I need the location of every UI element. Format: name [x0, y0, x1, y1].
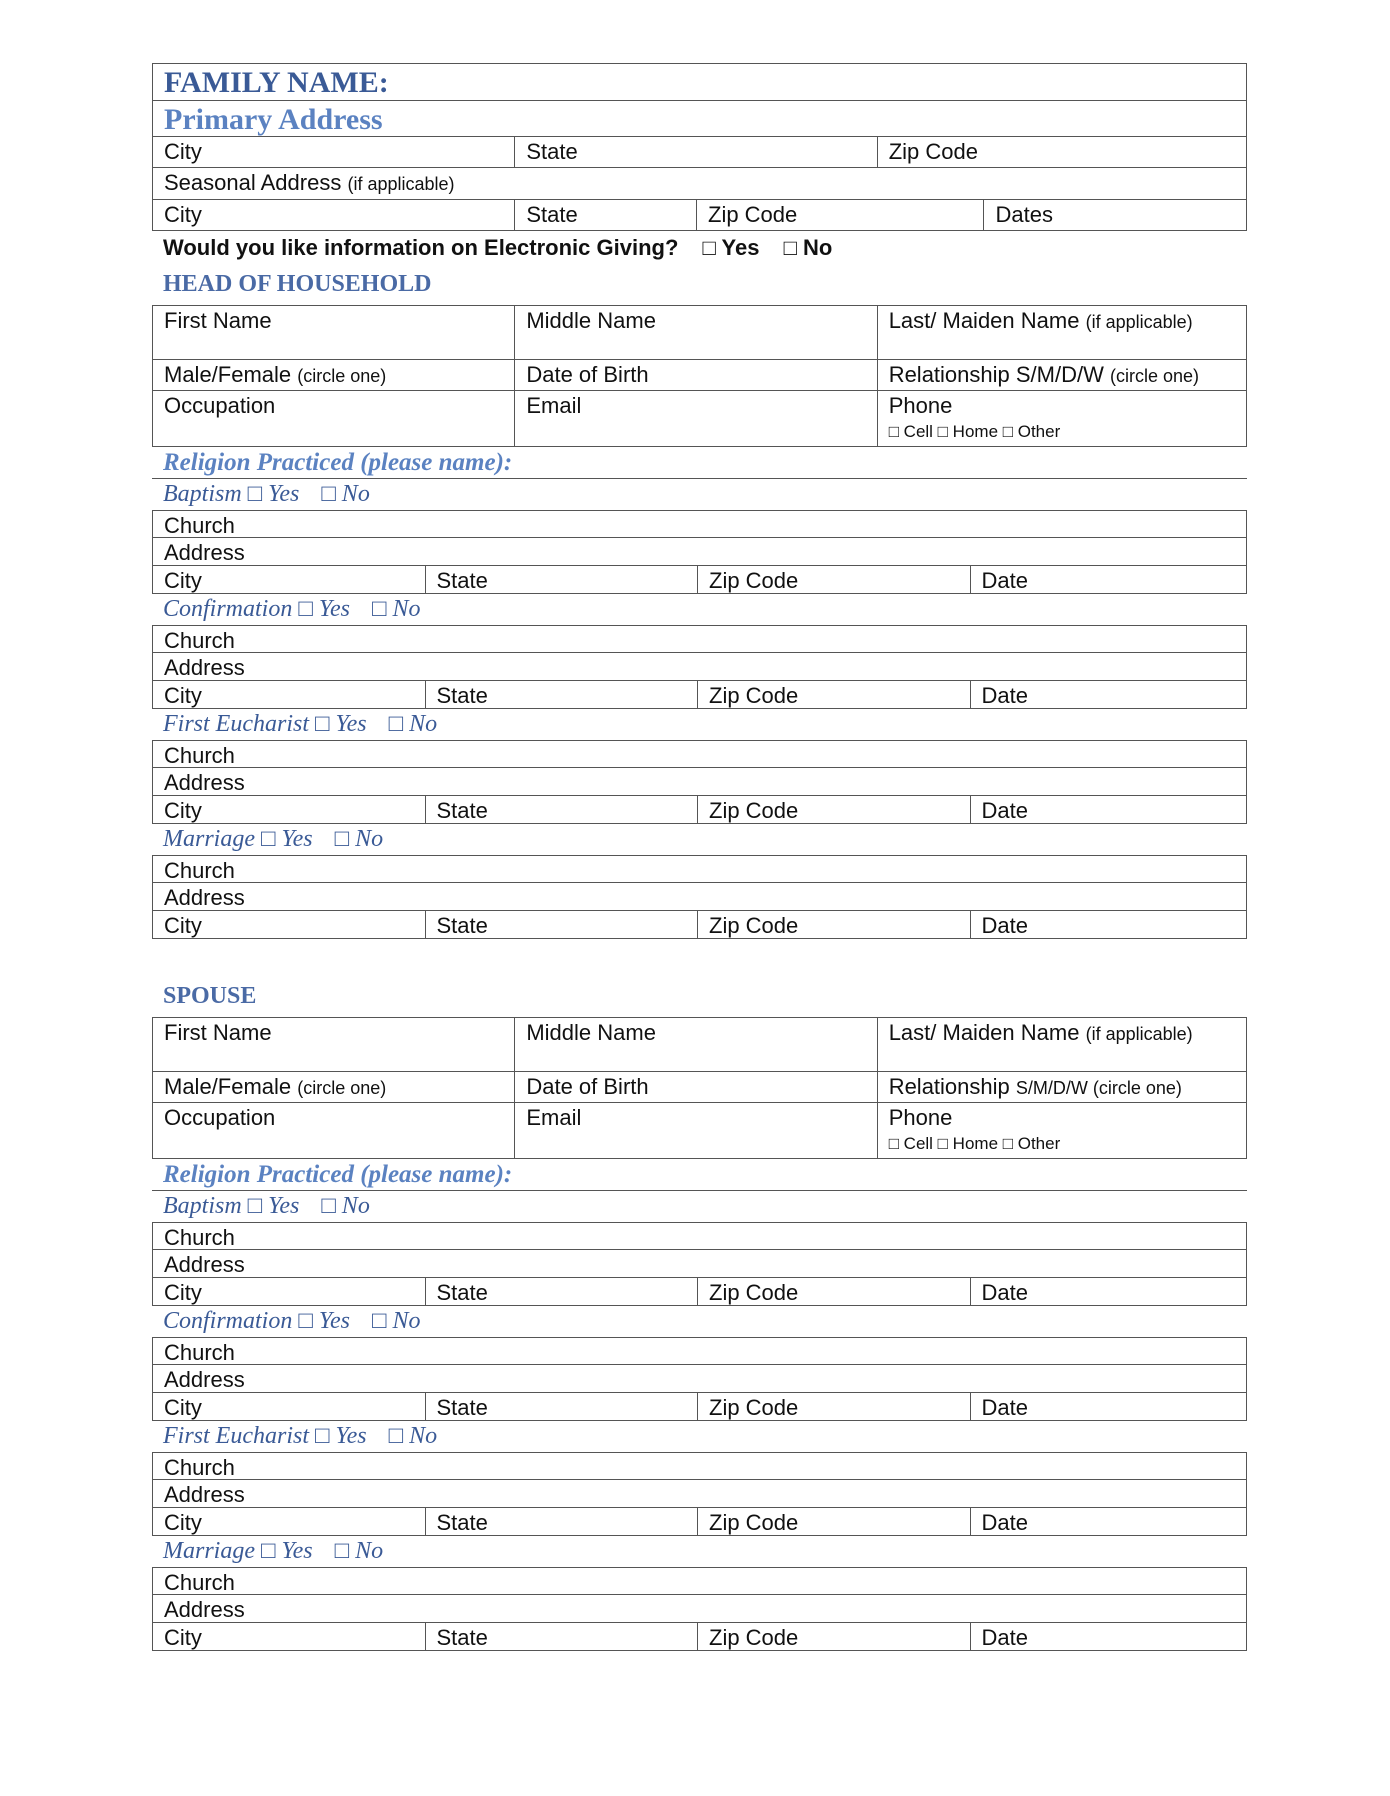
- head-confirmation-city-field[interactable]: City: [153, 681, 426, 708]
- head-first-eucharist-label: First Eucharist: [163, 711, 310, 737]
- spouse-first-eucharist-label: First Eucharist: [163, 1423, 310, 1449]
- head-marriage-heading: [152, 824, 1247, 855]
- spouse-baptism-city-field[interactable]: City: [153, 1278, 426, 1305]
- head-name-row: [152, 305, 1247, 360]
- spouse-confirmation-address-row: [152, 1365, 1247, 1393]
- spouse-confirmation-state-field[interactable]: State: [426, 1393, 699, 1420]
- spouse-relationship-note: S/M/D/W (circle one): [1015, 1078, 1182, 1098]
- spouse-marriage-church-field[interactable]: Church: [164, 1570, 235, 1594]
- head-baptism-church-field[interactable]: Church: [164, 513, 235, 537]
- head-confirmation-zip-field[interactable]: Zip Code: [698, 681, 971, 708]
- head-baptism-label: Baptism: [163, 481, 242, 507]
- head-baptism-date-field[interactable]: Date: [981, 568, 1028, 593]
- head-baptism-yes-checkbox[interactable]: □ Yes: [247, 481, 300, 507]
- family-registration-form: [152, 63, 1247, 1651]
- spouse-baptism-yes-checkbox[interactable]: □ Yes: [247, 1193, 300, 1219]
- head-confirmation-address-field[interactable]: Address: [164, 655, 245, 680]
- head-marriage-yes-checkbox[interactable]: □ Yes: [261, 826, 313, 852]
- head-last-name-note: (if applicable): [1085, 312, 1193, 332]
- head-first-eucharist-state-field[interactable]: State: [426, 796, 699, 823]
- head-marriage-label: Marriage: [163, 826, 255, 852]
- head-baptism-zip-field[interactable]: Zip Code: [698, 566, 971, 593]
- head-gender-note: (circle one): [297, 366, 387, 386]
- spouse-marriage-state-field[interactable]: State: [426, 1623, 699, 1650]
- spouse-baptism-zip-field[interactable]: Zip Code: [698, 1278, 971, 1305]
- head-marriage-date-field[interactable]: Date: [981, 913, 1028, 938]
- head-baptism-heading: [152, 479, 1247, 510]
- spouse-middle-name-field[interactable]: Middle Name: [515, 1018, 877, 1071]
- head-baptism-state-field[interactable]: State: [426, 566, 699, 593]
- spouse-marriage-zip-field[interactable]: Zip Code: [698, 1623, 971, 1650]
- spouse-marriage-heading: [152, 1536, 1247, 1567]
- head-marriage-city-field[interactable]: City: [153, 911, 426, 938]
- spouse-gender-note: (circle one): [297, 1078, 387, 1098]
- spouse-confirmation-zip-field[interactable]: Zip Code: [698, 1393, 971, 1420]
- head-marriage-address-field[interactable]: Address: [164, 885, 245, 910]
- spouse-baptism-no-checkbox[interactable]: □ No: [321, 1193, 370, 1219]
- head-first-eucharist-heading: [152, 709, 1247, 740]
- head-marriage-address-row: [152, 883, 1247, 911]
- head-confirmation-label: Confirmation: [163, 596, 293, 622]
- spouse-first-eucharist-church-row: [152, 1452, 1247, 1480]
- head-baptism-church-row: [152, 510, 1247, 538]
- section-spacer: [152, 939, 1247, 975]
- head-baptism-address-field[interactable]: Address: [164, 540, 245, 565]
- head-relationship-note: (circle one): [1110, 366, 1200, 386]
- head-marriage-no-checkbox[interactable]: □ No: [334, 826, 384, 852]
- seasonal-city-field[interactable]: City: [153, 200, 515, 230]
- spouse-confirmation-heading: [152, 1306, 1247, 1337]
- spouse-confirmation-church-row: [152, 1337, 1247, 1365]
- head-relationship-field[interactable]: [878, 360, 1246, 390]
- primary-address-row[interactable]: [152, 101, 1247, 137]
- spouse-religion-heading[interactable]: Religion Practiced (please name):: [152, 1159, 1247, 1191]
- spouse-confirmation-church-field[interactable]: Church: [164, 1340, 235, 1364]
- spouse-baptism-church-row: [152, 1222, 1247, 1250]
- spouse-phone-type-options[interactable]: □ Cell □ Home □ Other: [888, 1134, 1061, 1153]
- head-first-eucharist-date-field[interactable]: Date: [981, 798, 1028, 823]
- seasonal-state-field[interactable]: State: [515, 200, 697, 230]
- head-first-eucharist-no-checkbox[interactable]: □ No: [388, 711, 438, 737]
- head-first-eucharist-address-row: [152, 768, 1247, 796]
- seasonal-dates-field[interactable]: Dates: [995, 202, 1053, 227]
- spouse-last-name-label: Last/ Maiden Name: [888, 1020, 1080, 1045]
- head-confirmation-church-row: [152, 625, 1247, 653]
- spouse-confirmation-yes-checkbox[interactable]: □ Yes: [298, 1308, 350, 1334]
- spouse-phone-label: Phone: [888, 1105, 953, 1130]
- head-religion-heading[interactable]: Religion Practiced (please name):: [152, 447, 1247, 479]
- head-confirmation-city-row: [152, 681, 1247, 709]
- spouse-baptism-heading: [152, 1191, 1247, 1222]
- head-phone-label: Phone: [888, 393, 953, 418]
- spouse-occupation-field[interactable]: Occupation: [153, 1103, 515, 1158]
- spouse-marriage-city-row: [152, 1623, 1247, 1651]
- head-details-row: [152, 360, 1247, 391]
- spouse-email-field[interactable]: Email: [515, 1103, 877, 1158]
- spouse-first-eucharist-no-checkbox[interactable]: □ No: [388, 1423, 438, 1449]
- spouse-section-heading: SPOUSE: [163, 983, 257, 1009]
- spouse-baptism-address-field[interactable]: Address: [164, 1252, 245, 1277]
- persons-container: [152, 263, 1247, 1651]
- spouse-confirmation-city-field[interactable]: City: [153, 1393, 426, 1420]
- seasonal-address-note: (if applicable): [347, 174, 455, 194]
- head-first-eucharist-city-field[interactable]: City: [153, 796, 426, 823]
- spouse-relationship-label: Relationship: [888, 1074, 1010, 1099]
- primary-city-row: [152, 137, 1247, 168]
- spouse-relationship-field[interactable]: [878, 1072, 1246, 1102]
- spouse-marriage-no-checkbox[interactable]: □ No: [334, 1538, 384, 1564]
- spouse-marriage-church-row: [152, 1567, 1247, 1595]
- spouse-phone-field[interactable]: [878, 1103, 1246, 1158]
- spouse-last-name-field[interactable]: [878, 1018, 1246, 1071]
- spouse-first-eucharist-heading: [152, 1421, 1247, 1452]
- head-phone-field[interactable]: [878, 391, 1246, 446]
- spouse-first-name-field[interactable]: First Name: [153, 1018, 515, 1071]
- head-dob-field[interactable]: Date of Birth: [515, 360, 877, 390]
- seasonal-zip-field[interactable]: Zip Code: [697, 200, 984, 230]
- seasonal-city-row: [152, 200, 1247, 231]
- head-gender-field[interactable]: [153, 360, 515, 390]
- head-marriage-church-row: [152, 855, 1247, 883]
- head-first-eucharist-church-row: [152, 740, 1247, 768]
- spouse-first-eucharist-city-row: [152, 1508, 1247, 1536]
- head-email-field[interactable]: Email: [515, 391, 877, 446]
- head-first-eucharist-zip-field[interactable]: Zip Code: [698, 796, 971, 823]
- spouse-last-name-note: (if applicable): [1085, 1024, 1193, 1044]
- spouse-first-eucharist-zip-field[interactable]: Zip Code: [698, 1508, 971, 1535]
- electronic-giving-question: Would you like information on Electronic Giving?: [163, 235, 679, 260]
- spouse-contact-row: [152, 1103, 1247, 1159]
- head-occupation-field[interactable]: Occupation: [153, 391, 515, 446]
- head-marriage-zip-field[interactable]: Zip Code: [698, 911, 971, 938]
- head-marriage-state-field[interactable]: State: [426, 911, 699, 938]
- spouse-gender-label: Male/Female: [164, 1074, 292, 1099]
- spouse-marriage-yes-checkbox[interactable]: □ Yes: [261, 1538, 313, 1564]
- seasonal-address-row[interactable]: [152, 168, 1247, 200]
- spouse-baptism-date-field[interactable]: Date: [981, 1280, 1028, 1305]
- spouse-baptism-church-field[interactable]: Church: [164, 1225, 235, 1249]
- head-confirmation-no-checkbox[interactable]: □ No: [372, 596, 421, 622]
- spouse-confirmation-date-field[interactable]: Date: [981, 1395, 1028, 1420]
- head-middle-name-field[interactable]: Middle Name: [515, 306, 877, 359]
- spouse-first-eucharist-date-field[interactable]: Date: [981, 1510, 1028, 1535]
- head-last-name-label: Last/ Maiden Name: [888, 308, 1080, 333]
- head-confirmation-date-field[interactable]: Date: [981, 683, 1028, 708]
- spouse-baptism-state-field[interactable]: State: [426, 1278, 699, 1305]
- head-relationship-label: Relationship S/M/D/W: [888, 362, 1104, 387]
- spouse-dob-field[interactable]: Date of Birth: [515, 1072, 877, 1102]
- head-confirmation-address-row: [152, 653, 1247, 681]
- primary-zip-field[interactable]: Zip Code: [888, 139, 978, 164]
- head-confirmation-yes-checkbox[interactable]: □ Yes: [298, 596, 350, 622]
- spouse-baptism-address-row: [152, 1250, 1247, 1278]
- head-marriage-city-row: [152, 911, 1247, 939]
- head-marriage-church-field[interactable]: Church: [164, 858, 235, 882]
- family-name-label: FAMILY NAME:: [164, 66, 389, 99]
- spouse-first-eucharist-state-field[interactable]: State: [426, 1508, 699, 1535]
- head-first-name-field[interactable]: First Name: [153, 306, 515, 359]
- head-last-name-field[interactable]: [878, 306, 1246, 359]
- head-first-eucharist-church-field[interactable]: Church: [164, 743, 235, 767]
- head-confirmation-church-field[interactable]: Church: [164, 628, 235, 652]
- primary-address-label: Primary Address: [164, 103, 383, 136]
- spouse-gender-field[interactable]: [153, 1072, 515, 1102]
- head-baptism-city-row: [152, 566, 1247, 594]
- spouse-first-eucharist-address-row: [152, 1480, 1247, 1508]
- head-section-heading: HEAD OF HOUSEHOLD: [163, 271, 432, 297]
- spouse-name-row: [152, 1017, 1247, 1072]
- seasonal-address-label: Seasonal Address: [164, 170, 342, 195]
- head-baptism-no-checkbox[interactable]: □ No: [321, 481, 370, 507]
- spouse-marriage-city-field[interactable]: City: [153, 1623, 426, 1650]
- spouse-marriage-address-row: [152, 1595, 1247, 1623]
- spouse-marriage-address-field[interactable]: Address: [164, 1597, 245, 1622]
- electronic-giving-row: [152, 231, 1247, 263]
- spouse-confirmation-no-checkbox[interactable]: □ No: [372, 1308, 421, 1334]
- head-contact-row: [152, 391, 1247, 447]
- head-baptism-city-field[interactable]: City: [153, 566, 426, 593]
- head-confirmation-state-field[interactable]: State: [426, 681, 699, 708]
- spouse-marriage-label: Marriage: [163, 1538, 255, 1564]
- spouse-marriage-date-field[interactable]: Date: [981, 1625, 1028, 1650]
- spouse-first-eucharist-church-field[interactable]: Church: [164, 1455, 235, 1479]
- spouse-first-eucharist-city-field[interactable]: City: [153, 1508, 426, 1535]
- spouse-first-eucharist-address-field[interactable]: Address: [164, 1482, 245, 1507]
- family-name-row[interactable]: [152, 63, 1247, 101]
- spouse-confirmation-city-row: [152, 1393, 1247, 1421]
- head-phone-type-options[interactable]: □ Cell □ Home □ Other: [888, 422, 1061, 441]
- spouse-baptism-city-row: [152, 1278, 1247, 1306]
- spouse-confirmation-label: Confirmation: [163, 1308, 293, 1334]
- head-baptism-address-row: [152, 538, 1247, 566]
- electronic-giving-yes-checkbox[interactable]: □ Yes: [702, 235, 760, 260]
- spouse-confirmation-address-field[interactable]: Address: [164, 1367, 245, 1392]
- primary-city-field[interactable]: City: [153, 137, 515, 167]
- electronic-giving-no-checkbox[interactable]: □ No: [783, 235, 833, 260]
- primary-state-field[interactable]: State: [515, 137, 877, 167]
- head-confirmation-heading: [152, 594, 1247, 625]
- head-first-eucharist-city-row: [152, 796, 1247, 824]
- spouse-details-row: [152, 1072, 1247, 1103]
- head-first-eucharist-address-field[interactable]: Address: [164, 770, 245, 795]
- seasonal-address-field[interactable]: [153, 168, 1246, 199]
- spouse-baptism-label: Baptism: [163, 1193, 242, 1219]
- spouse-first-eucharist-yes-checkbox[interactable]: □ Yes: [315, 1423, 367, 1449]
- head-gender-label: Male/Female: [164, 362, 292, 387]
- head-first-eucharist-yes-checkbox[interactable]: □ Yes: [315, 711, 367, 737]
